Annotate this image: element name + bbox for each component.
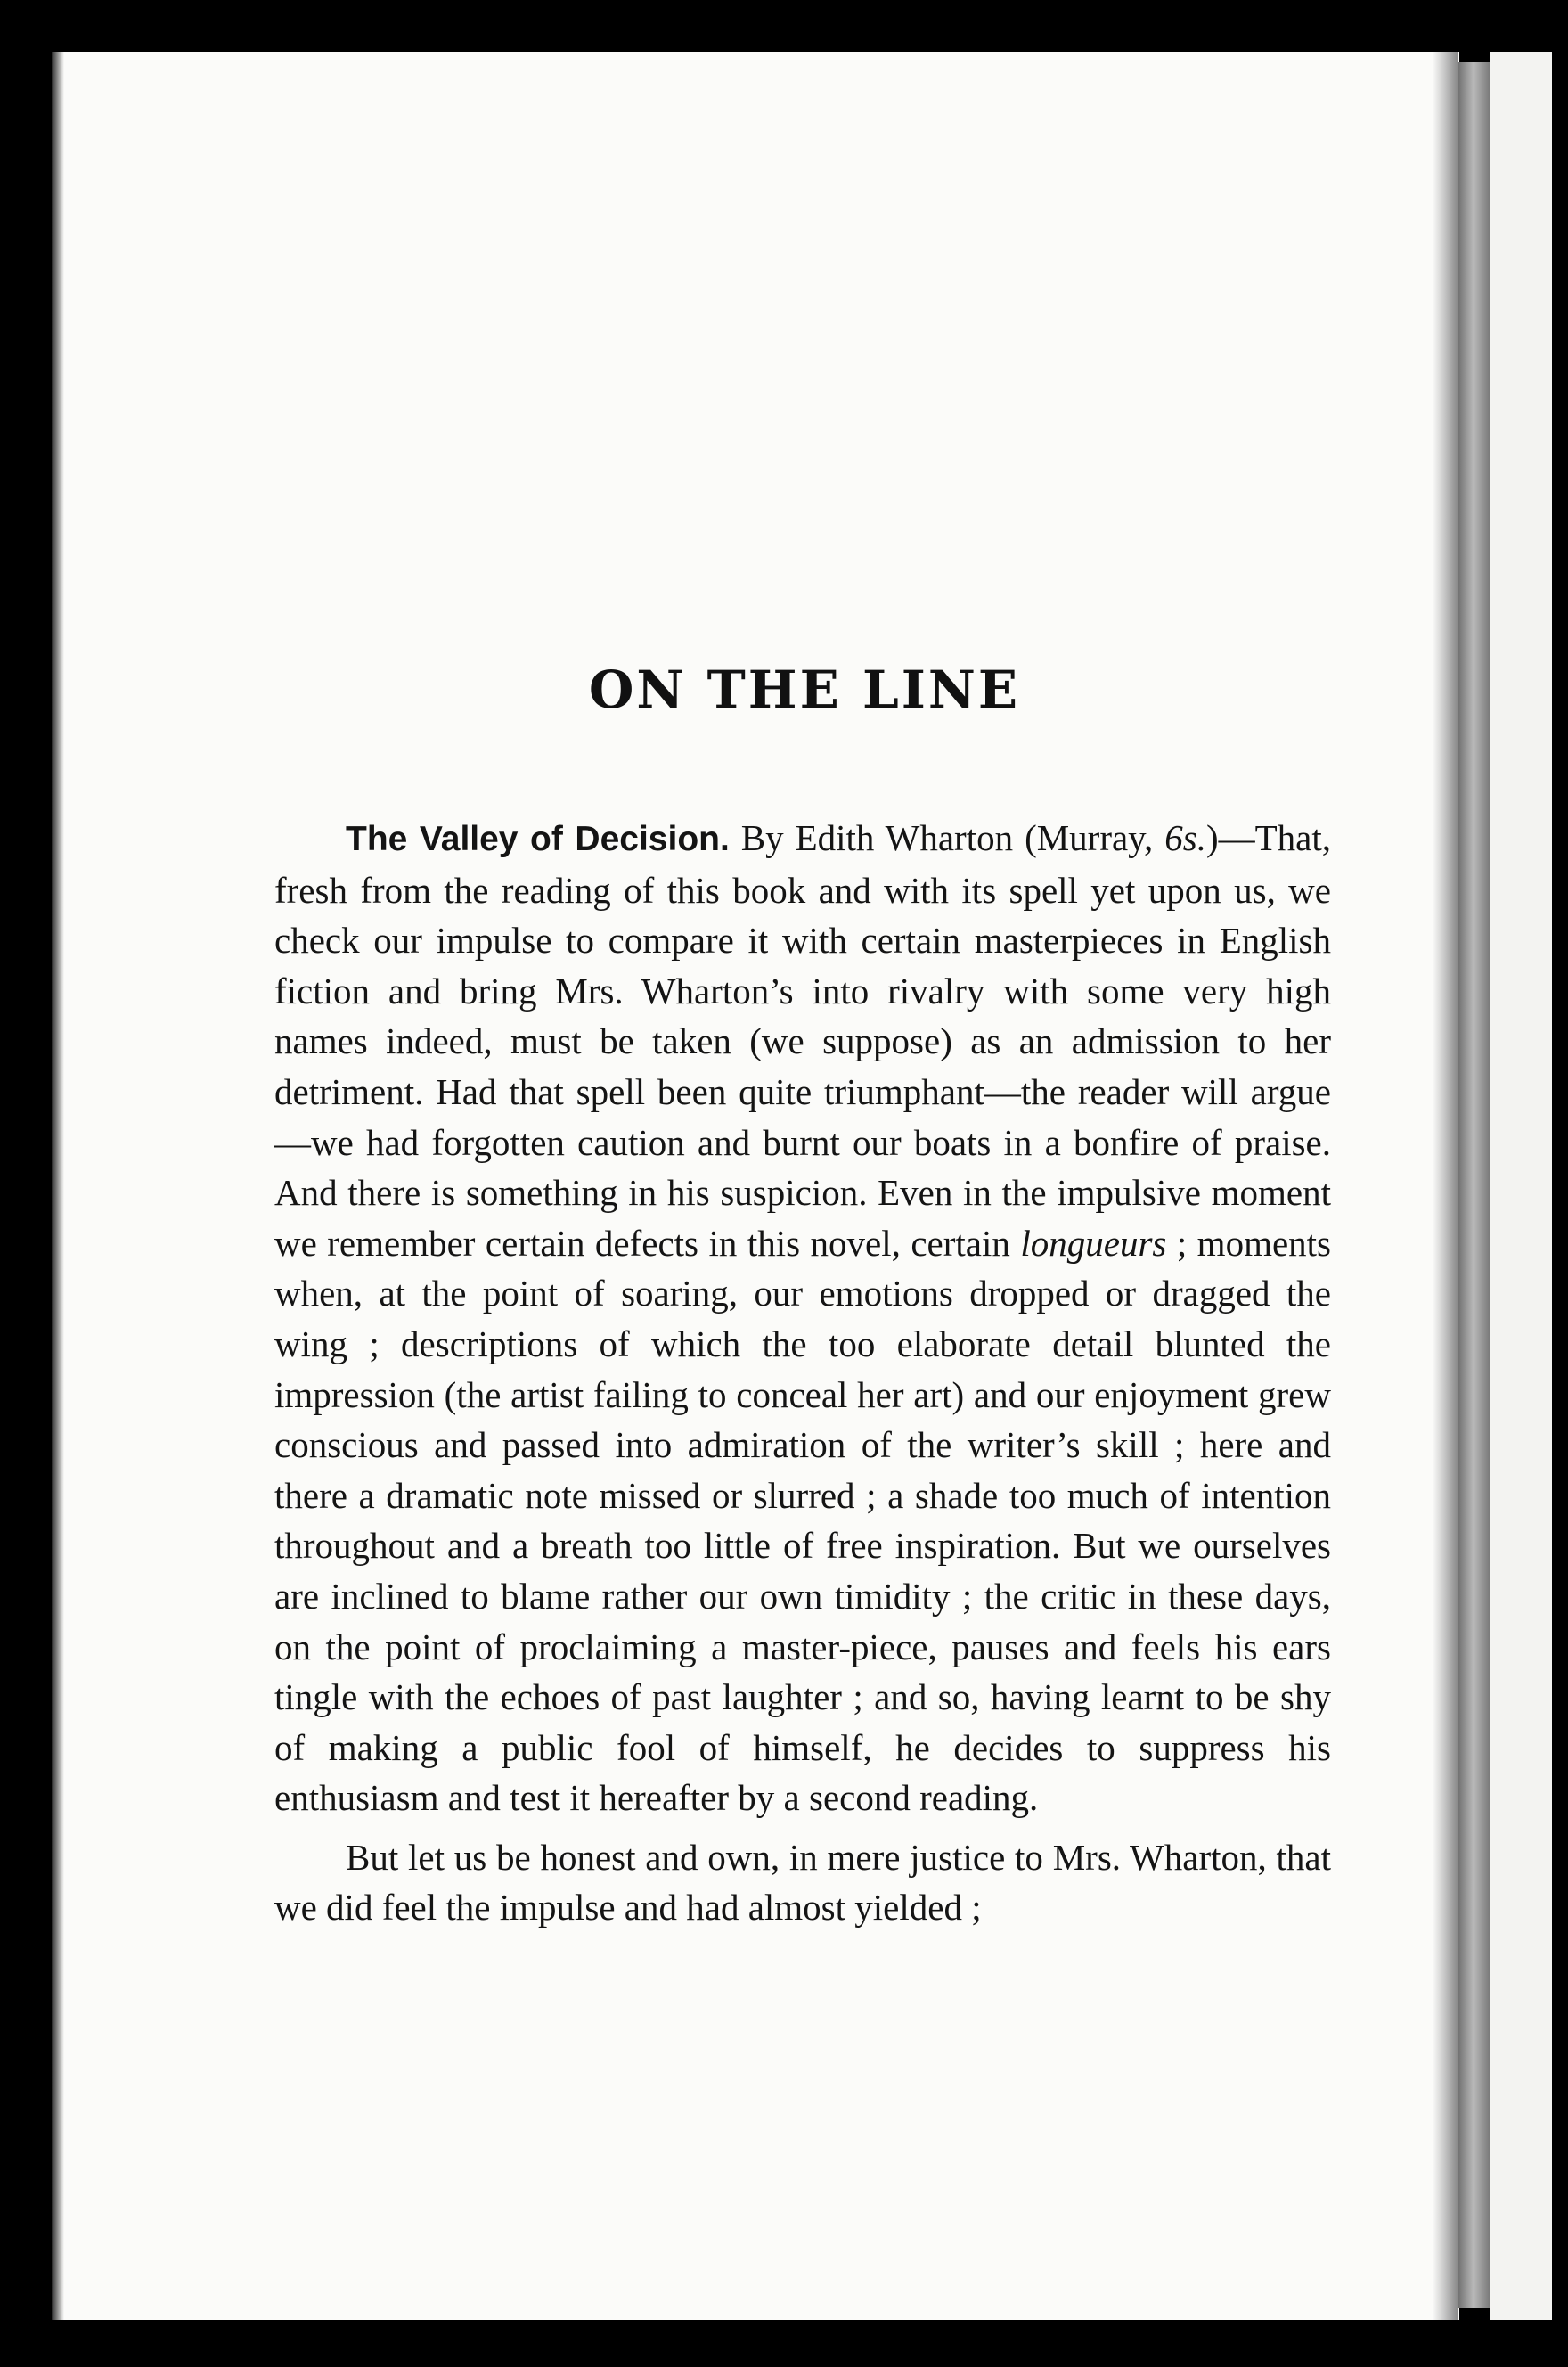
paragraph-1-text-b: ; moments when, at the point of soaring, our emotions dropped or dragged the wing ; descriptions of which the too elaborate detail blunted the impression (the artist failing to conceal her art) and our enjoyment grew conscious and passed into admiration of the writer’s skill ; here and there a dramatic note missed or slurred ; a shade too much of intention throughout and a breath too little of free inspiration. But we ourselves are inclined to blame rather our own timidity ; the critic in these days, on the point of proclaiming a master-piece, pauses and feels his ears tingle with the echoes of past laughter ; and so, having learnt to be shy of making a public fool of himself, he decides to suppress his enthusiasm and test it hereafter by a second reading. (274, 1222, 1332, 1819)
book-price: 6s. (1164, 817, 1206, 858)
foreign-term: longueurs (1020, 1222, 1167, 1264)
page-left-edge (52, 52, 64, 2320)
book-byline: By Edith Wharton (Murray, (729, 817, 1165, 858)
book-title: The Valley of Decision. (346, 820, 730, 858)
page-right-edge-shadow (1433, 52, 1458, 2320)
page-gutter-fold (1458, 62, 1490, 2308)
review-paragraph-1 (274, 813, 1331, 1823)
review-paragraph-2: But let us be honest and own, in mere justice to Mrs. Wharton, that we did feel the impulse and had almost yielded ; (274, 1836, 1331, 1929)
article-title: ON THE LINE (588, 659, 1021, 720)
article-body (274, 813, 1331, 1933)
adjacent-page-edge (1490, 52, 1552, 2320)
paragraph-1-text-a: )—That, fresh from the reading of this book and with its spell yet upon us, we check our impulse to compare it with certain masterpieces in English fiction and bring Mrs. Wharton’s into rivalry with some very high names indeed, must be taken (we suppose) as an admission to her detriment. Had that spell been quite triumphant—the reader will argue—we had forgotten caution and burnt our boats in a bonfire of praise. And there is something in his suspicion. Even in the impulsive moment we remember certain defects in this novel, certain (274, 817, 1332, 1264)
